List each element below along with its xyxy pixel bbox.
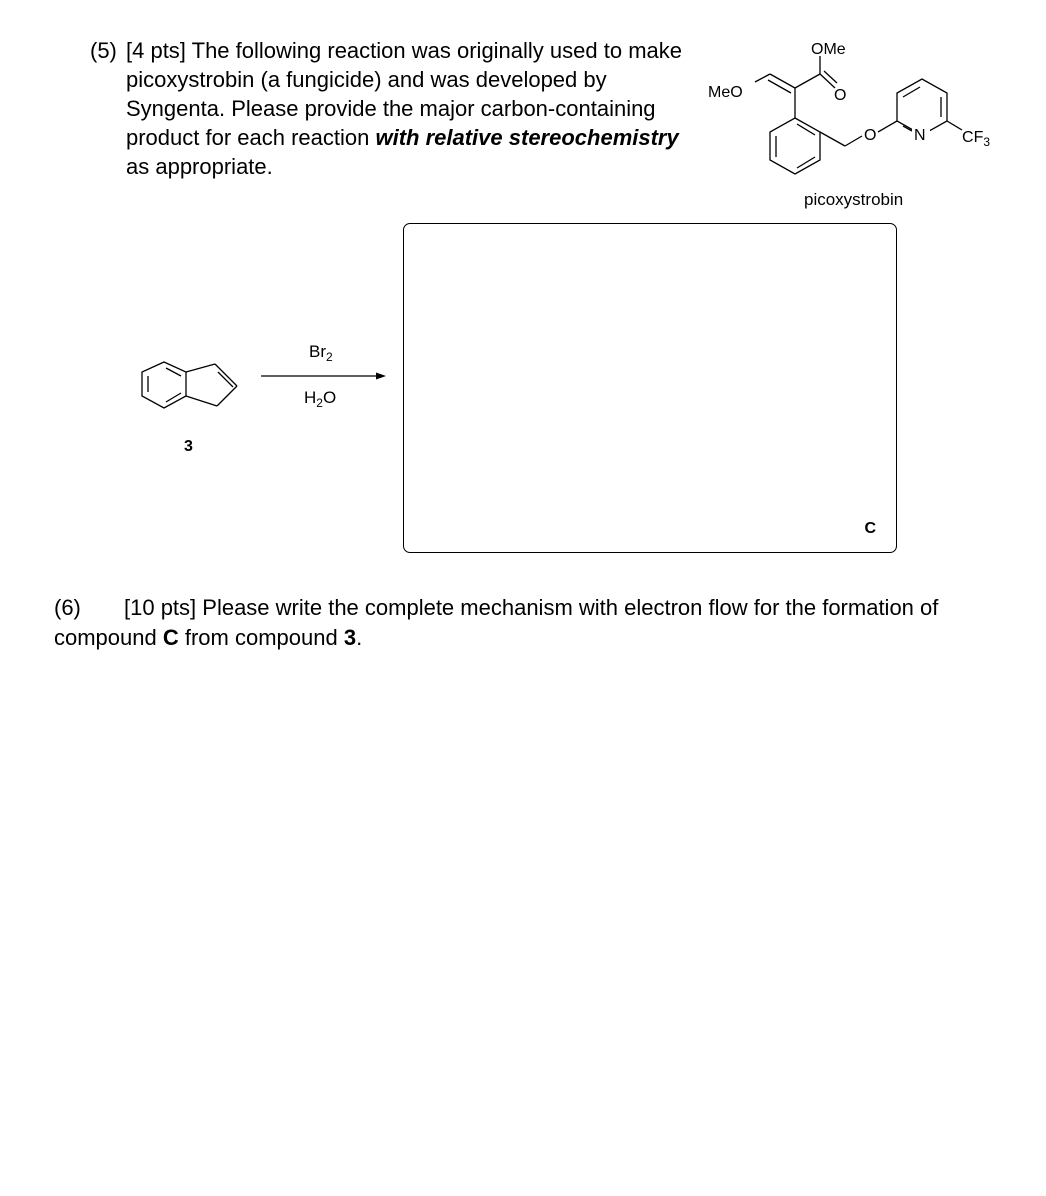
picoxystrobin-structure (700, 30, 1020, 220)
question-5-text-end: as appropriate. (126, 154, 273, 179)
question-5-text: [4 pts] The following reaction was originally used to make picoxystrobin (a fungicide) and was developed by Syngenta. Please provide the major carbon-containing product for each reaction (126, 38, 682, 150)
question-5-emphasis: with relative stereochemistry (375, 125, 679, 150)
ether-o-label: O (864, 127, 877, 144)
product-c-label: C (864, 520, 876, 537)
reagent-h2o: $H_2O$ (304, 388, 337, 410)
reaction-scheme (120, 330, 410, 470)
meo-label: MeO (708, 84, 743, 101)
question-6-text-mid: from compound (178, 625, 344, 650)
question-5 (90, 36, 700, 181)
cf3-label: $CF_3$ (962, 129, 991, 149)
question-6-compound-3: 3 (343, 625, 357, 650)
carbonyl-o-label: O (834, 87, 847, 104)
reaction-arrow-head (376, 373, 386, 380)
compound-3-label: 3 (184, 438, 193, 455)
question-5-number: (5) (90, 38, 117, 63)
reagent-br2: $Br_2$ (309, 342, 333, 364)
pyridine-n-label: N (914, 127, 926, 144)
picoxystrobin-caption: picoxystrobin (804, 190, 904, 209)
answer-box[interactable] (403, 223, 897, 553)
question-6-text-end: . (356, 625, 363, 650)
question-6-number: (6) (54, 595, 81, 620)
question-6-compound-c: C (162, 625, 179, 650)
question-6 (54, 593, 1014, 653)
indene-structure (142, 362, 382, 408)
ome-label: OMe (811, 41, 846, 58)
question-6-text: [10 pts] Please write the complete mechanism with electron flow for the formation of compound (54, 595, 939, 650)
